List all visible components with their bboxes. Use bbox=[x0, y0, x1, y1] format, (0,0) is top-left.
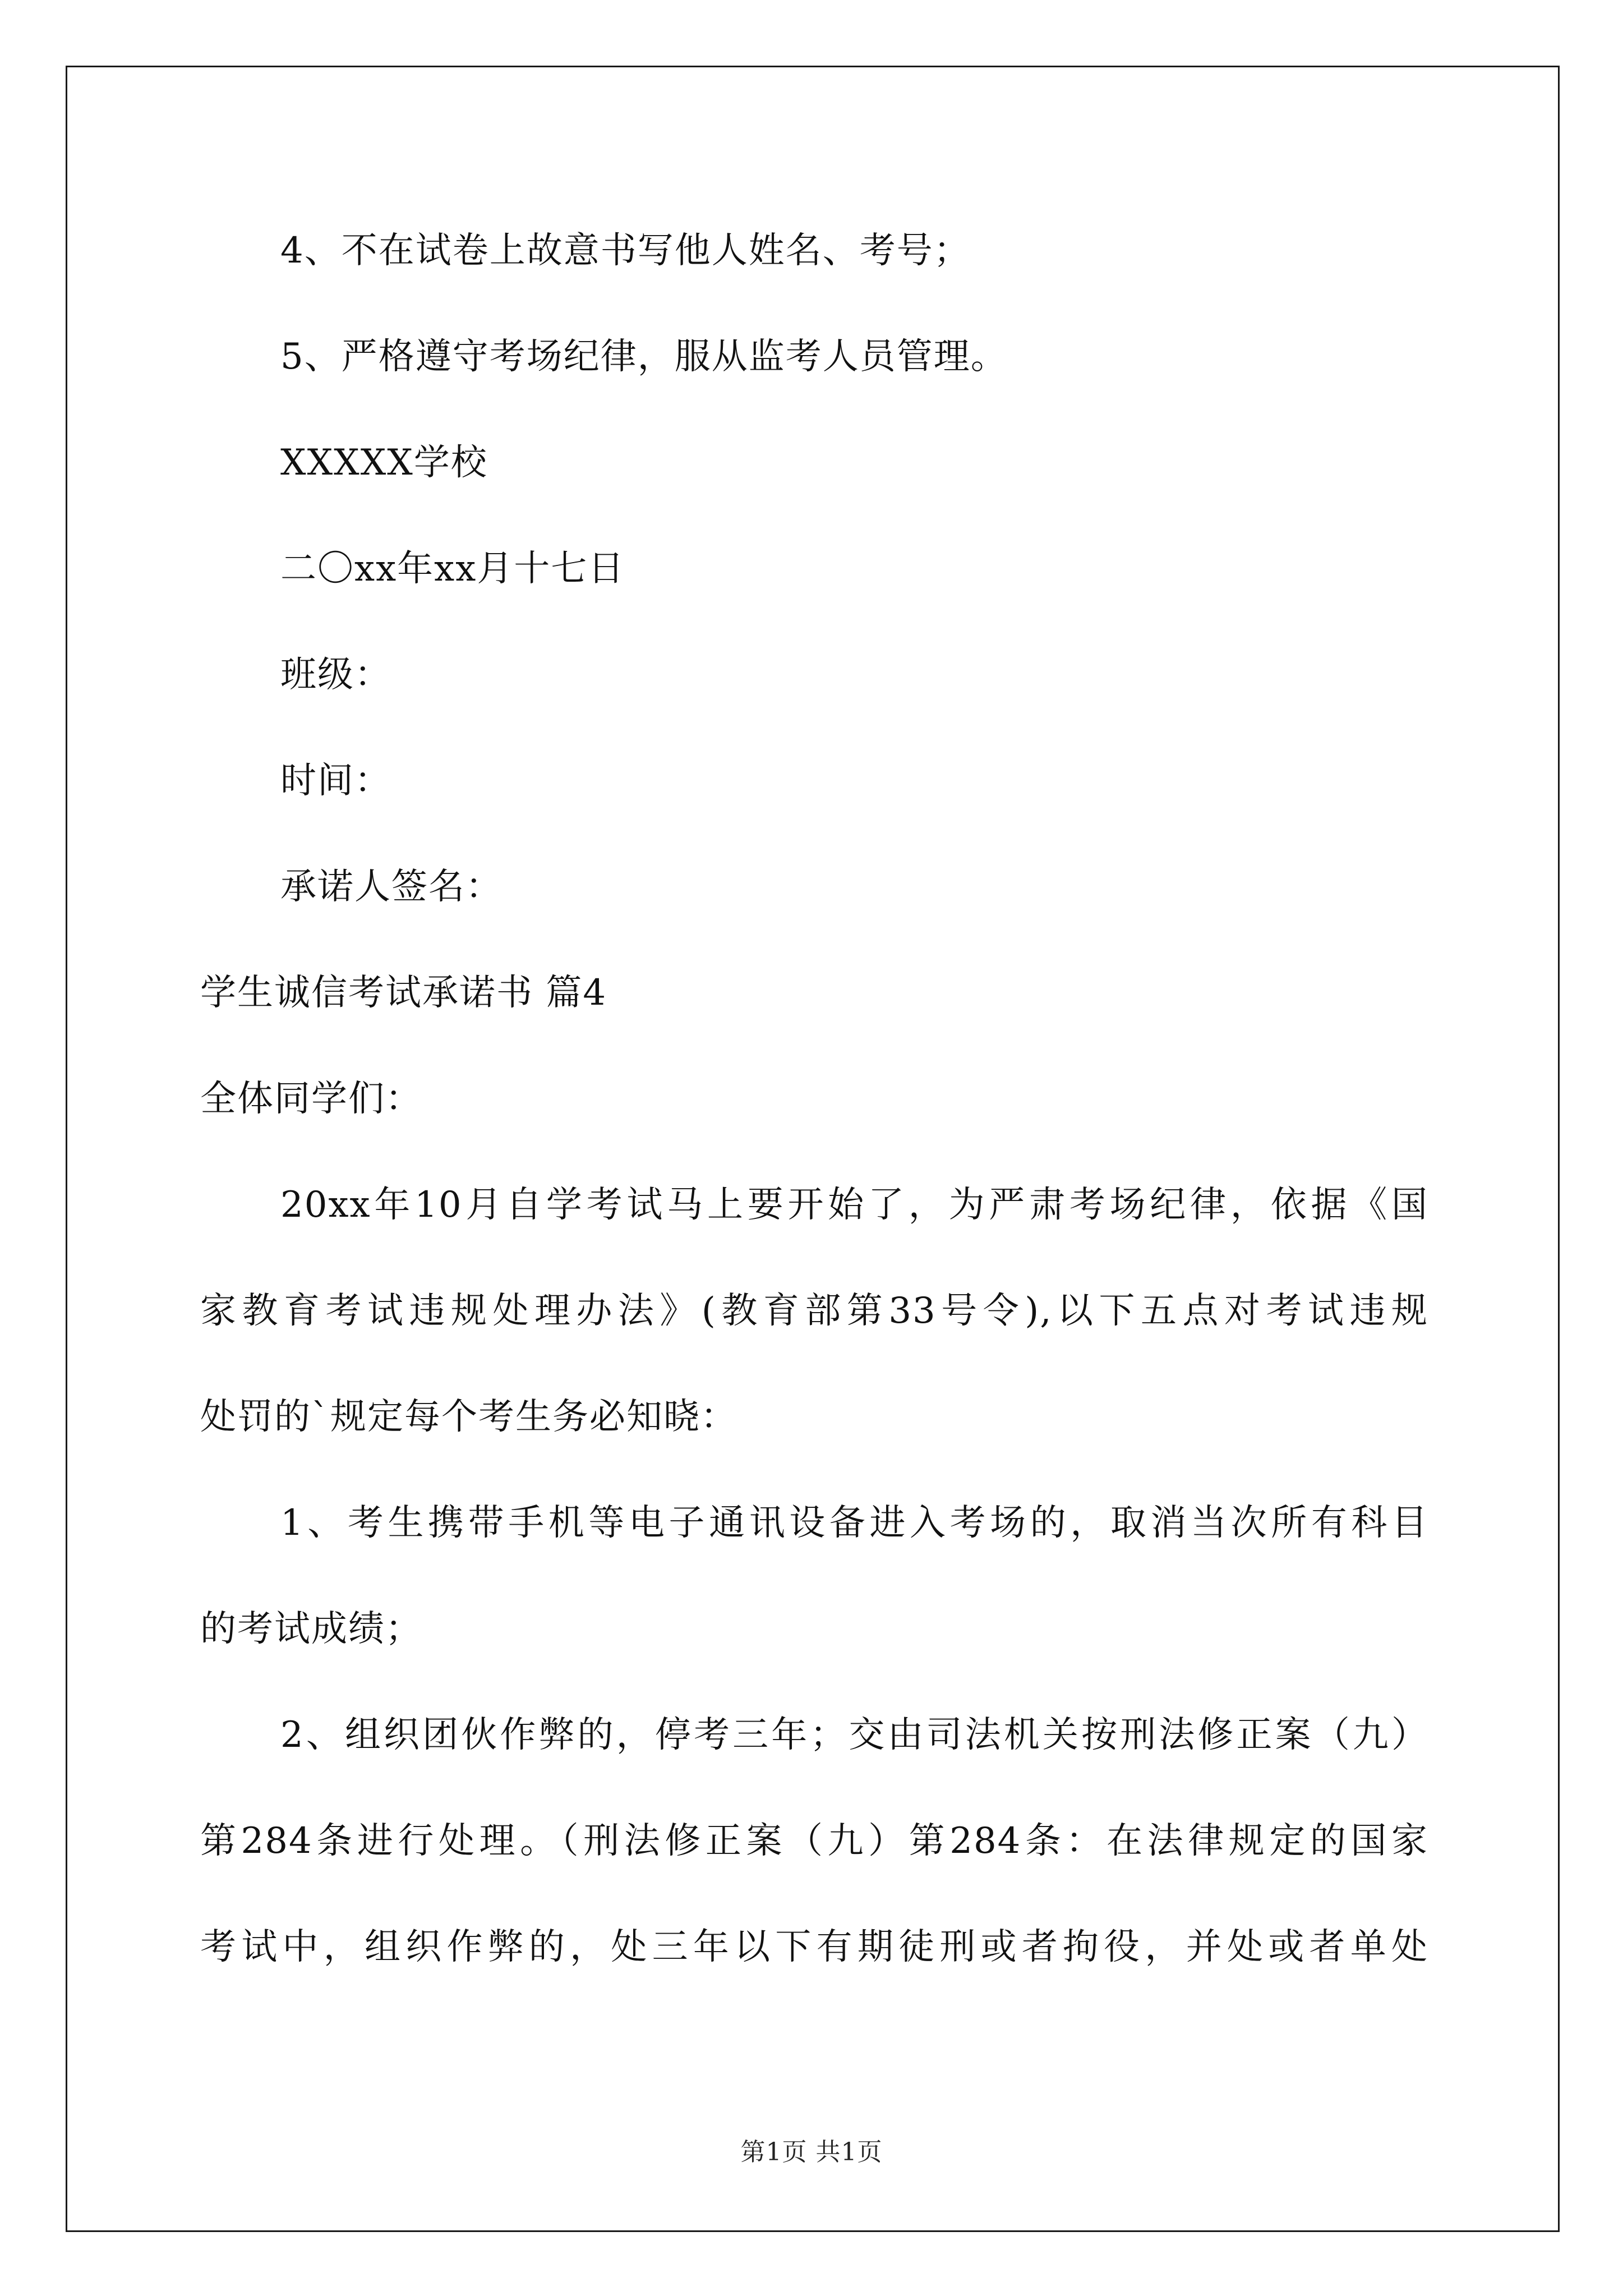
paragraph-intro-line-2: 家教育考试违规处理办法》(教育部第33号令),以下五点对考试违规 bbox=[200, 1290, 1428, 1332]
rule-1-line-1: 1、考生携带手机等电子通讯设备进入考场的，取消当次所有科目 bbox=[280, 1502, 1428, 1544]
rule-2-line-2: 第284条进行处理。（刑法修正案（九）第284条：在法律规定的国家 bbox=[200, 1820, 1428, 1862]
paragraph-intro-line-3: 处罚的`规定每个考生务必知晓： bbox=[200, 1396, 737, 1438]
body-line-rule-5: 5、严格遵守考场纪律，服从监考人员管理。 bbox=[280, 336, 1008, 378]
section-heading: 学生诚信考试承诺书 篇4 bbox=[200, 972, 607, 1014]
rule-2-line-1: 2、组织团伙作弊的，停考三年；交由司法机关按刑法修正案（九） bbox=[280, 1714, 1428, 1756]
page-border bbox=[66, 66, 1560, 2232]
issue-date: 二〇xx年xx月十七日 bbox=[280, 548, 625, 590]
class-field-label: 班级： bbox=[280, 654, 391, 696]
paragraph-intro-line-1: 20xx年10月自学考试马上要开始了，为严肃考场纪律，依据《国 bbox=[280, 1184, 1428, 1226]
time-field-label: 时间： bbox=[280, 760, 391, 802]
rule-2-line-3: 考试中，组织作弊的，处三年以下有期徒刑或者拘役，并处或者单处 bbox=[200, 1926, 1428, 1968]
page-footer: 第1页 共1页 bbox=[740, 2138, 883, 2166]
salutation: 全体同学们： bbox=[200, 1078, 422, 1120]
rule-1-line-2: 的考试成绩； bbox=[200, 1608, 422, 1650]
body-line-rule-4: 4、不在试卷上故意书写他人姓名、考号； bbox=[280, 230, 971, 272]
signature-field-label: 承诺人签名： bbox=[280, 866, 502, 908]
school-name: XXXXX学校 bbox=[280, 442, 488, 484]
